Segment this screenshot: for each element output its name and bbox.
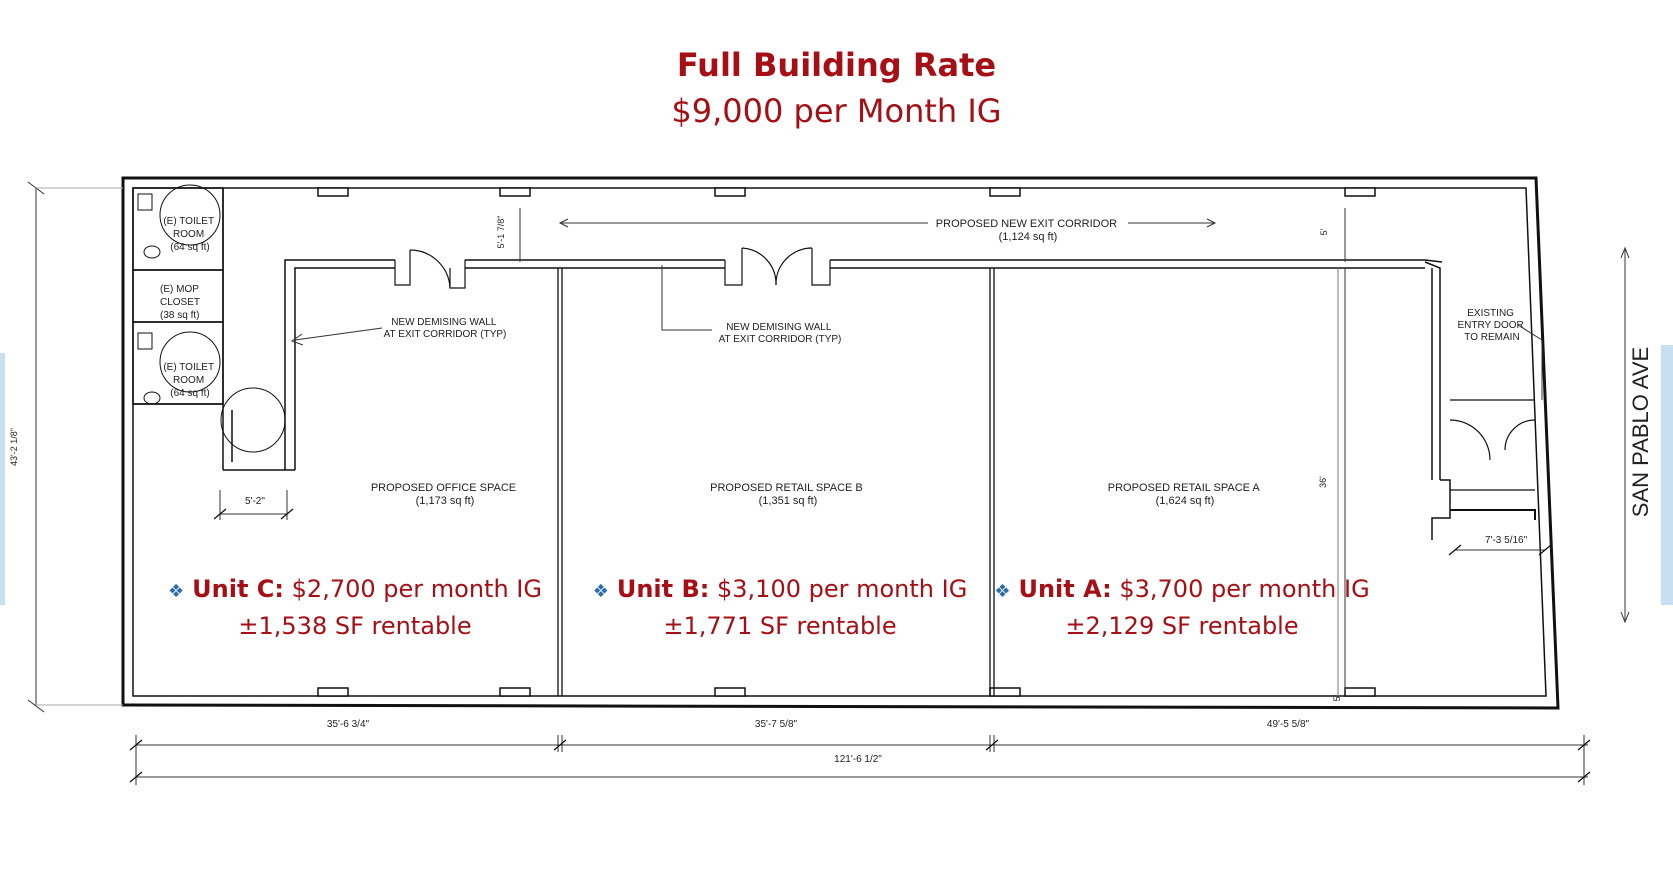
street-label: SAN PABLO AVE	[1628, 346, 1653, 518]
corridor-5-dimension: 5'	[1319, 228, 1329, 236]
unit-a-width-dimension: 49'-5 5/8"	[1266, 719, 1310, 730]
diamond-bullet-icon: ❖	[168, 581, 185, 602]
unit-c-callout	[160, 572, 550, 643]
alcove-dimension: 5'-2"	[245, 496, 265, 507]
depth-dimension: 36'	[1318, 476, 1328, 488]
restroom-block	[133, 185, 295, 470]
unit-b-width-dimension: 35'-7 5/8"	[754, 719, 798, 730]
corridor-width-dimension: 5'-1 7/8"	[496, 215, 506, 249]
unit-area: ±1,538 SF rentable	[238, 612, 472, 640]
mop-closet-label: (E) MOP CLOSET (38 sq ft)	[160, 284, 200, 321]
unit-b-callout	[585, 572, 975, 643]
page-title: Full Building Rate	[676, 46, 997, 84]
corner-dimension: 5'	[1332, 694, 1342, 702]
unit-rent: $3,700 per month IG	[1119, 575, 1370, 603]
unit-name: Unit A:	[1018, 575, 1112, 603]
unit-c-width-dimension: 35'-6 3/4"	[326, 719, 370, 730]
toilet-room-label: (E) TOILET ROOM (64 sq ft)	[163, 216, 214, 253]
retail-a-label: PROPOSED RETAIL SPACE A (1,624 sq ft)	[1107, 482, 1260, 507]
toilet-room-label: (E) TOILET ROOM (64 sq ft)	[163, 362, 214, 399]
diamond-bullet-icon: ❖	[592, 581, 609, 602]
unit-name: Unit C:	[192, 575, 285, 603]
entry-door-note: EXISTING ENTRY DOOR TO REMAIN	[1457, 308, 1524, 343]
rate-subtitle: $9,000 per Month IG	[671, 92, 1002, 130]
retail-b-label: PROPOSED RETAIL SPACE B (1,351 sq ft)	[710, 482, 863, 507]
dimension-ticks	[130, 509, 1590, 782]
entry-door-area	[1450, 400, 1535, 520]
left-height-dimension: 43'-2 1/8"	[9, 428, 19, 466]
total-width-dimension: 121'-6 1/2"	[834, 754, 882, 765]
demising-wall-note: NEW DEMISING WALL AT EXIT CORRIDOR (TYP)	[718, 322, 842, 345]
corridor-label: PROPOSED NEW EXIT CORRIDOR (1,124 sq ft)	[935, 218, 1118, 243]
unit-rent: $3,100 per month IG	[717, 575, 968, 603]
unit-area: ±2,129 SF rentable	[1065, 612, 1299, 640]
entry-dimension: 7'-3 5/16"	[1485, 535, 1528, 546]
demising-wall-note: NEW DEMISING WALL AT EXIT CORRIDOR (TYP)	[383, 317, 507, 340]
unit-name: Unit B:	[616, 575, 710, 603]
unit-area: ±1,771 SF rentable	[663, 612, 897, 640]
diamond-bullet-icon: ❖	[994, 581, 1011, 602]
unit-a-callout	[982, 572, 1382, 643]
unit-rent: $2,700 per month IG	[291, 575, 542, 603]
office-space-label: PROPOSED OFFICE SPACE (1,173 sq ft)	[370, 482, 517, 507]
